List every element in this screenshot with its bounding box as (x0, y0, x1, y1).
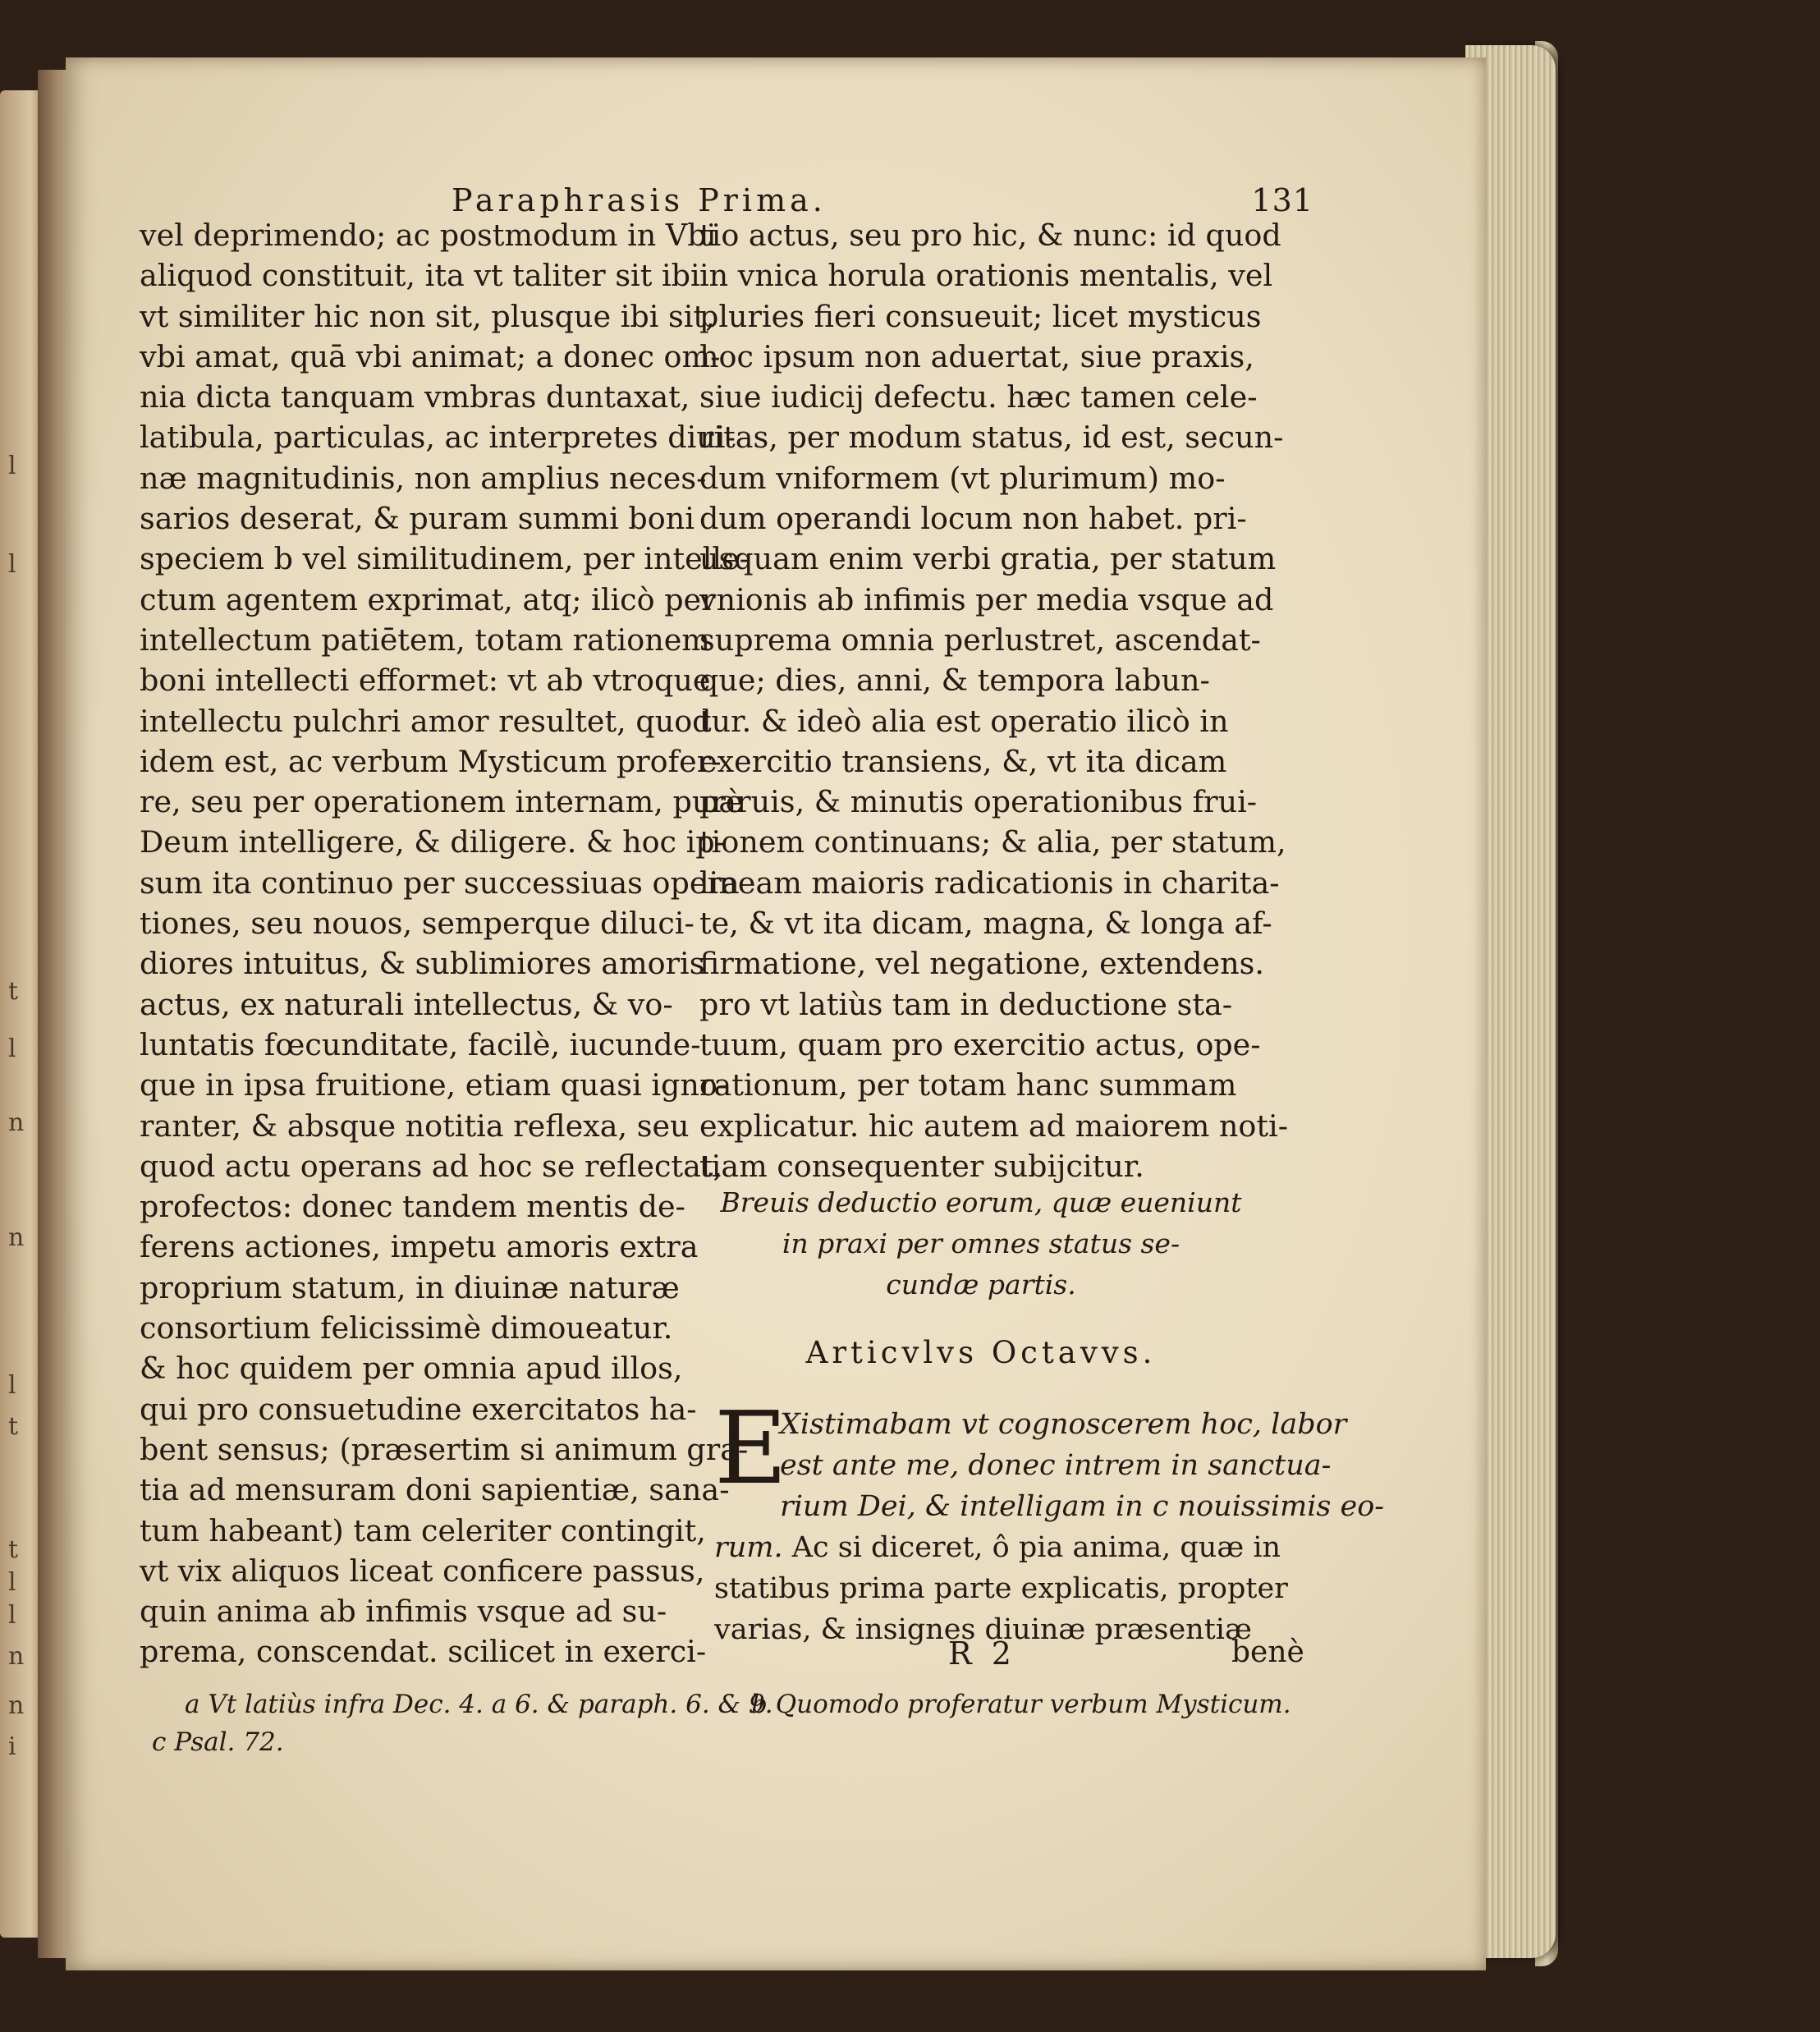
text-line: vbi amat, quā vbi animat; a donec om- (140, 338, 721, 374)
text-line: explicatur. hic autem ad maiorem noti- (699, 1108, 1289, 1144)
text-line: paruis, & minutis operationibus frui- (699, 784, 1258, 820)
text-line: intellectum patiētem, totam rationem (140, 622, 710, 658)
text-line: pluries fieri consueuit; licet mysticus (699, 298, 1262, 334)
text-line: tur. & ideò alia est operatio ilicò in (699, 703, 1229, 739)
edge-letter: l (8, 1568, 16, 1597)
edge-letter: n (8, 1642, 25, 1671)
text-line: que in ipsa fruitione, etiam quasi igno- (140, 1067, 728, 1103)
article-indented-text (780, 1404, 1385, 1527)
text-line: lineam maioris radicationis in charita- (699, 865, 1280, 901)
text-line: tio actus, seu pro hic, & nunc: id quod (699, 218, 1281, 253)
text-line: siue iudicij defectu. hæc tamen cele- (699, 379, 1258, 415)
text-line (714, 1568, 1288, 1609)
text-line: latibula, particulas, ac interpretes diui- (140, 420, 736, 456)
text-line: speciem b vel similitudinem, per intelle- (140, 541, 750, 577)
text-line: vel deprimendo; ac postmodum in Vbi (140, 218, 717, 253)
edge-letter: l (8, 550, 16, 579)
text-line (780, 1404, 1347, 1445)
text-line: vt vix aliquos liceat conficere passus, (140, 1553, 705, 1589)
article-body-text (714, 1527, 1288, 1650)
edge-letter: l (8, 1601, 16, 1630)
text-line: consortium felicissimè dimoueatur. (140, 1310, 673, 1346)
edge-letter: l (8, 1371, 16, 1400)
text-line: aliquod constituit, ita vt taliter sit ibi (140, 258, 700, 294)
edge-letter: n (8, 1691, 25, 1720)
article-title: Articvlvs Octavvs. (805, 1335, 1157, 1370)
text-line: intellectu pulchri amor resultet, quod (140, 703, 712, 739)
italic-span: est ante me, donec intrem in sanctua- (780, 1449, 1332, 1482)
edge-letter: t (8, 1535, 19, 1564)
drop-cap-initial: E (714, 1390, 788, 1507)
text-line: profectos: donec tandem mentis de- (140, 1189, 685, 1225)
text-line: næ magnitudinis, non amplius neces- (140, 460, 707, 496)
roman-span: statibus prima parte explicatis, propter (714, 1572, 1288, 1605)
text-line: tum habeant) tam celeriter contingit, (140, 1512, 706, 1548)
section-heading-line: in praxi per omnes status se- (782, 1227, 1180, 1259)
text-line: hoc ipsum non aduertat, siue praxis, (699, 338, 1254, 374)
edge-letter: l (8, 452, 16, 480)
edge-letter: i (8, 1732, 16, 1761)
text-line: tiones, seu nouos, semperque diluci- (140, 906, 695, 942)
text-line: boni intellecti efformet: vt ab vtroque (140, 663, 711, 699)
text-line: tionem continuans; & alia, per statum, (699, 824, 1286, 860)
text-line: tuum, quam pro exercitio actus, ope- (699, 1026, 1261, 1062)
text-line: tia ad mensuram doni sapientiæ, sana- (140, 1472, 730, 1508)
signature-mark: R 2 (948, 1635, 1016, 1672)
text-line: quod actu operans ad hoc se reflectat, (140, 1148, 723, 1184)
edge-letter: t (8, 1412, 19, 1441)
text-line: & hoc quidem per omnia apud illos, (140, 1351, 683, 1387)
text-line: quin anima ab infimis vsque ad su- (140, 1594, 667, 1630)
text-line: usquam enim verbi gratia, per statum (699, 541, 1277, 577)
text-line: ferens actiones, impetu amoris extra (140, 1229, 699, 1265)
text-line: ctum agentem exprimat, atq; ilicò per (140, 581, 716, 617)
text-line: pro vt latiùs tam in deductione sta- (699, 986, 1233, 1022)
italic-span: Xistimabam vt cognoscerem hoc, labor (780, 1408, 1347, 1441)
roman-span: varias, & insignes diuinæ præsentiæ (714, 1613, 1252, 1646)
text-line: vt similiter hic non sit, plusque ibi sit, (140, 298, 715, 334)
text-line: Deum intelligere, & diligere. & hoc ip- (140, 824, 725, 860)
text-line: firmatione, vel negatione, extendens. (699, 946, 1264, 982)
text-line: dum vniformem (vt plurimum) mo- (699, 460, 1226, 496)
text-line: vnionis ab infimis per media vsque ad (699, 581, 1274, 617)
footnote-a: a Vt latiùs infra Dec. 4. a 6. & paraph. 6. & 9. (185, 1690, 773, 1719)
italic-span: rum. (714, 1531, 783, 1564)
text-line: in vnica horula orationis mentalis, vel (699, 258, 1273, 294)
text-line (780, 1445, 1332, 1486)
section-heading-line: cundæ partis. (886, 1268, 1076, 1300)
section-heading-line: Breuis deductio eorum, quæ eueniunt (720, 1186, 1242, 1218)
edge-letter: n (8, 1108, 25, 1137)
text-line: bent sensus; (præsertim si animum gra- (140, 1431, 749, 1467)
page-number: 131 (1251, 182, 1313, 218)
text-line: rationum, per totam hanc summam (699, 1067, 1237, 1103)
text-line: re, seu per operationem internam, purè (140, 784, 744, 820)
edge-letter: n (8, 1223, 25, 1252)
text-line: idem est, ac verbum Mysticum profer- (140, 743, 722, 779)
text-line: qui pro consuetudine exercitatos ha- (140, 1391, 697, 1427)
text-line: suprema omnia perlustret, ascendat- (699, 622, 1261, 658)
section-heading (706, 1182, 1256, 1305)
right-text-column (699, 215, 1289, 1186)
text-line: que; dies, anni, & tempora labun- (699, 663, 1210, 699)
italic-span: rium Dei, & intelligam in c nouissimis eo- (780, 1490, 1385, 1523)
text-line: sum ita continuo per successiuas opera (140, 865, 740, 901)
text-line: actus, ex naturali intellectus, & vo- (140, 986, 673, 1022)
text-line: ranter, & absque notitia reflexa, seu (140, 1108, 690, 1144)
text-line: luntatis fœcunditate, facilè, iucunde- (140, 1026, 701, 1062)
text-line: sarios deserat, & puram summi boni (140, 501, 695, 537)
text-line: prema, conscendat. scilicet in exerci- (140, 1634, 707, 1670)
text-line: exercitio transiens, &, vt ita dicam (699, 743, 1227, 779)
text-line (780, 1486, 1385, 1527)
text-line: dum operandi locum non habet. pri- (699, 501, 1247, 537)
text-line: ritas, per modum status, id est, secun- (699, 420, 1284, 456)
text-line: diores intuitus, & sublimiores amoris (140, 946, 705, 982)
running-title: Paraphrasis Prima. (452, 182, 827, 218)
roman-span: Ac si diceret, ô pia anima, quæ in (782, 1531, 1281, 1564)
catchword: benè (1231, 1635, 1304, 1669)
footnote-c: c Psal. 72. (152, 1727, 284, 1757)
text-line: te, & vt ita dicam, magna, & longa af- (699, 906, 1272, 942)
edge-letter: t (8, 977, 19, 1006)
text-line: tiam consequenter subijcitur. (699, 1148, 1144, 1184)
text-line (714, 1527, 1281, 1568)
footnote-b: b Quomodo proferatur verbum Mysticum. (751, 1690, 1291, 1719)
edge-letter: l (8, 1034, 16, 1063)
text-line: nia dicta tanquam vmbras duntaxat, (140, 379, 690, 415)
text-line: proprium statum, in diuinæ naturæ (140, 1269, 680, 1305)
